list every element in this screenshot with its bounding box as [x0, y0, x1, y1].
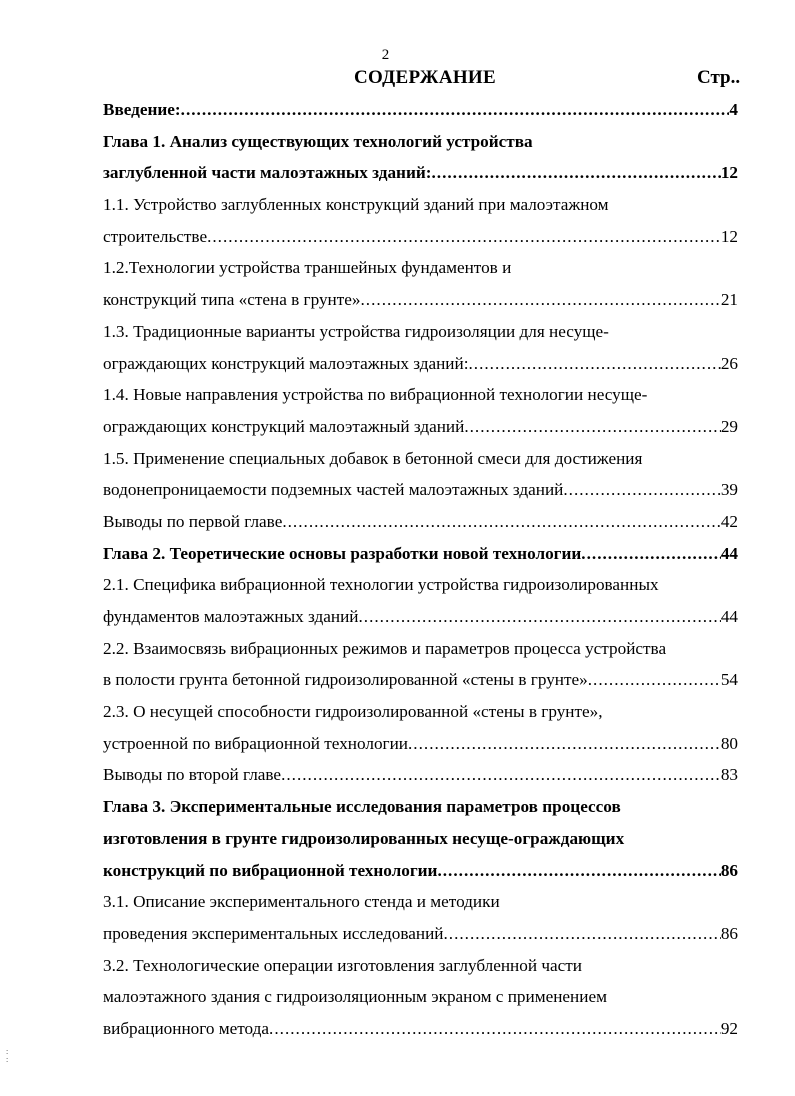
page-title: СОДЕРЖАНИЕ	[354, 67, 496, 88]
dot-leader	[282, 506, 720, 538]
dot-leader	[207, 221, 721, 253]
toc-line-text: 1.4. Новые направления устройства по вибрационной технологии несуще-	[103, 385, 648, 405]
toc-line	[103, 918, 738, 950]
toc-line-text: заглубленной части малоэтажных зданий:	[103, 163, 432, 183]
toc-entry	[103, 538, 738, 570]
toc-line	[103, 886, 738, 918]
page-number: 2	[381, 47, 390, 63]
toc-line-text: вибрационного метода	[103, 1018, 270, 1038]
toc-line	[103, 1013, 738, 1045]
toc-entry	[103, 759, 738, 791]
toc-entry	[103, 569, 738, 632]
toc-line	[103, 284, 738, 316]
toc-page-number: 44	[720, 607, 738, 626]
toc-entry	[103, 94, 738, 126]
toc-line	[103, 569, 738, 601]
toc-line	[103, 791, 738, 823]
toc-entry	[103, 886, 738, 949]
toc-line-text: Выводы по первой главе	[103, 511, 283, 531]
toc-entry	[103, 506, 738, 538]
toc-line-text: малоэтажного здания с гидроизоляционным экраном с применением	[103, 987, 607, 1007]
toc-line-text: 2.2. Взаимосвязь вибрационных режимов и параметров процесса устройства	[103, 638, 667, 658]
toc-page-number: 26	[720, 353, 738, 373]
toc-line	[103, 252, 738, 284]
toc-line-text: изготовления в грунте гидроизолированных несуще-ограждающих	[103, 828, 625, 848]
toc-page-number: 39	[720, 480, 738, 500]
toc-line-text: Введение:	[103, 100, 181, 119]
dot-leader	[431, 157, 720, 189]
toc-page-number: 54	[720, 670, 738, 690]
toc-line-text: 1.2.Технологии устройства траншейных фундаментов и	[103, 258, 512, 278]
toc-page-number: 86	[720, 923, 738, 943]
toc-line-text: в полости грунта бетонной гидроизолированной «стены в грунте»	[103, 670, 588, 690]
dot-leader	[408, 728, 721, 760]
toc-line	[103, 855, 738, 887]
toc-line-text: ограждающих конструкций малоэтажный зданий	[103, 416, 465, 436]
toc-entry	[103, 316, 738, 379]
toc-page-number: 92	[720, 1018, 738, 1038]
toc-entry	[103, 189, 738, 252]
toc-line-text: проведения экспериментальных исследований	[103, 923, 444, 943]
toc-entry	[103, 696, 738, 759]
toc-page-number: 86	[720, 860, 738, 880]
dot-leader	[588, 664, 721, 696]
toc-page-number: 21	[720, 290, 738, 310]
toc-line-text: конструкций по вибрационной технологии	[103, 860, 438, 880]
toc-line	[103, 506, 738, 538]
toc-line-text: ограждающих конструкций малоэтажных зданий:	[103, 353, 469, 373]
toc-line	[103, 157, 738, 189]
toc-line	[103, 411, 738, 443]
toc-line	[103, 348, 738, 380]
toc-line	[103, 189, 738, 221]
toc-line	[103, 981, 738, 1013]
toc-line-text: 1.5. Применение специальных добавок в бетонной смеси для достижения	[103, 448, 643, 468]
toc-line-text: Выводы по второй главе	[103, 765, 282, 785]
dot-leader	[468, 348, 720, 380]
dot-leader	[361, 284, 721, 316]
toc-entry	[103, 379, 738, 442]
toc-line-text: Глава 1. Анализ существующих технологий устройства	[103, 131, 533, 151]
toc-line	[103, 696, 738, 728]
toc-entry	[103, 252, 738, 315]
toc-page-number: 29	[720, 416, 738, 436]
toc-line	[103, 823, 738, 855]
toc-line-text: 2.3. О несущей способности гидроизолированной «стены в грунте»,	[103, 702, 603, 722]
toc-line-text: 1.3. Традиционные варианты устройства гидроизоляции для несуще-	[103, 321, 609, 341]
toc-line	[103, 94, 738, 126]
toc-entry	[103, 126, 738, 189]
page-column-label: Стр..	[697, 67, 741, 88]
toc-line	[103, 126, 738, 158]
toc-line-text: Глава 3. Экспериментальные исследования параметров процессов	[103, 797, 621, 817]
toc-line	[103, 633, 738, 665]
toc-line-text: 2.1. Специфика вибрационной технологии устройства гидроизолированных	[103, 575, 659, 595]
dot-leader	[581, 538, 721, 570]
toc-line-text: Глава 2. Теоретические основы разработки новой технологии	[103, 543, 582, 563]
toc-line	[103, 379, 738, 411]
toc-entry	[103, 950, 738, 1045]
toc-line	[103, 950, 738, 982]
margin-mark: : :	[6, 1047, 9, 1064]
toc-line	[103, 728, 738, 760]
dot-leader	[358, 601, 720, 633]
toc-line-text: строительстве	[103, 226, 208, 246]
toc-line-text: 1.1. Устройство заглубленных конструкций зданий при малоэтажном	[103, 195, 609, 215]
toc-line	[103, 601, 738, 633]
toc-page-number: 12	[720, 163, 738, 183]
toc-entry	[103, 791, 738, 886]
dot-leader	[464, 411, 721, 443]
toc-line-text: устроенной по вибрационной технологии	[103, 733, 408, 753]
toc-line	[103, 221, 738, 253]
dot-leader	[443, 918, 720, 950]
dot-leader	[437, 855, 720, 887]
dot-leader	[269, 1013, 721, 1045]
toc-line-text: фундаментов малоэтажных зданий	[103, 607, 359, 626]
dot-leader	[281, 759, 721, 791]
toc-page-number: 12	[720, 226, 738, 246]
toc-page-number: 42	[720, 511, 738, 531]
toc-page-number: 83	[720, 765, 738, 785]
toc-line-text: водонепроницаемости подземных частей малоэтажных зданий	[103, 480, 564, 500]
table-of-contents	[103, 94, 738, 1045]
toc-line	[103, 538, 738, 570]
toc-line	[103, 664, 738, 696]
toc-page-number: 4	[729, 100, 738, 119]
dot-leader	[181, 94, 730, 126]
toc-line	[103, 443, 738, 475]
toc-line-text: 3.2. Технологические операции изготовления заглубленной части	[103, 955, 582, 975]
toc-line	[103, 759, 738, 791]
toc-line-text: конструкций типа «стена в грунте»	[103, 290, 361, 310]
toc-line	[103, 316, 738, 348]
toc-page-number: 80	[720, 733, 738, 753]
toc-entry	[103, 443, 738, 506]
toc-entry	[103, 633, 738, 696]
toc-line-text: 3.1. Описание экспериментального стенда и методики	[103, 892, 500, 912]
toc-line	[103, 474, 738, 506]
toc-page-number: 44	[720, 543, 738, 563]
dot-leader	[563, 474, 720, 506]
